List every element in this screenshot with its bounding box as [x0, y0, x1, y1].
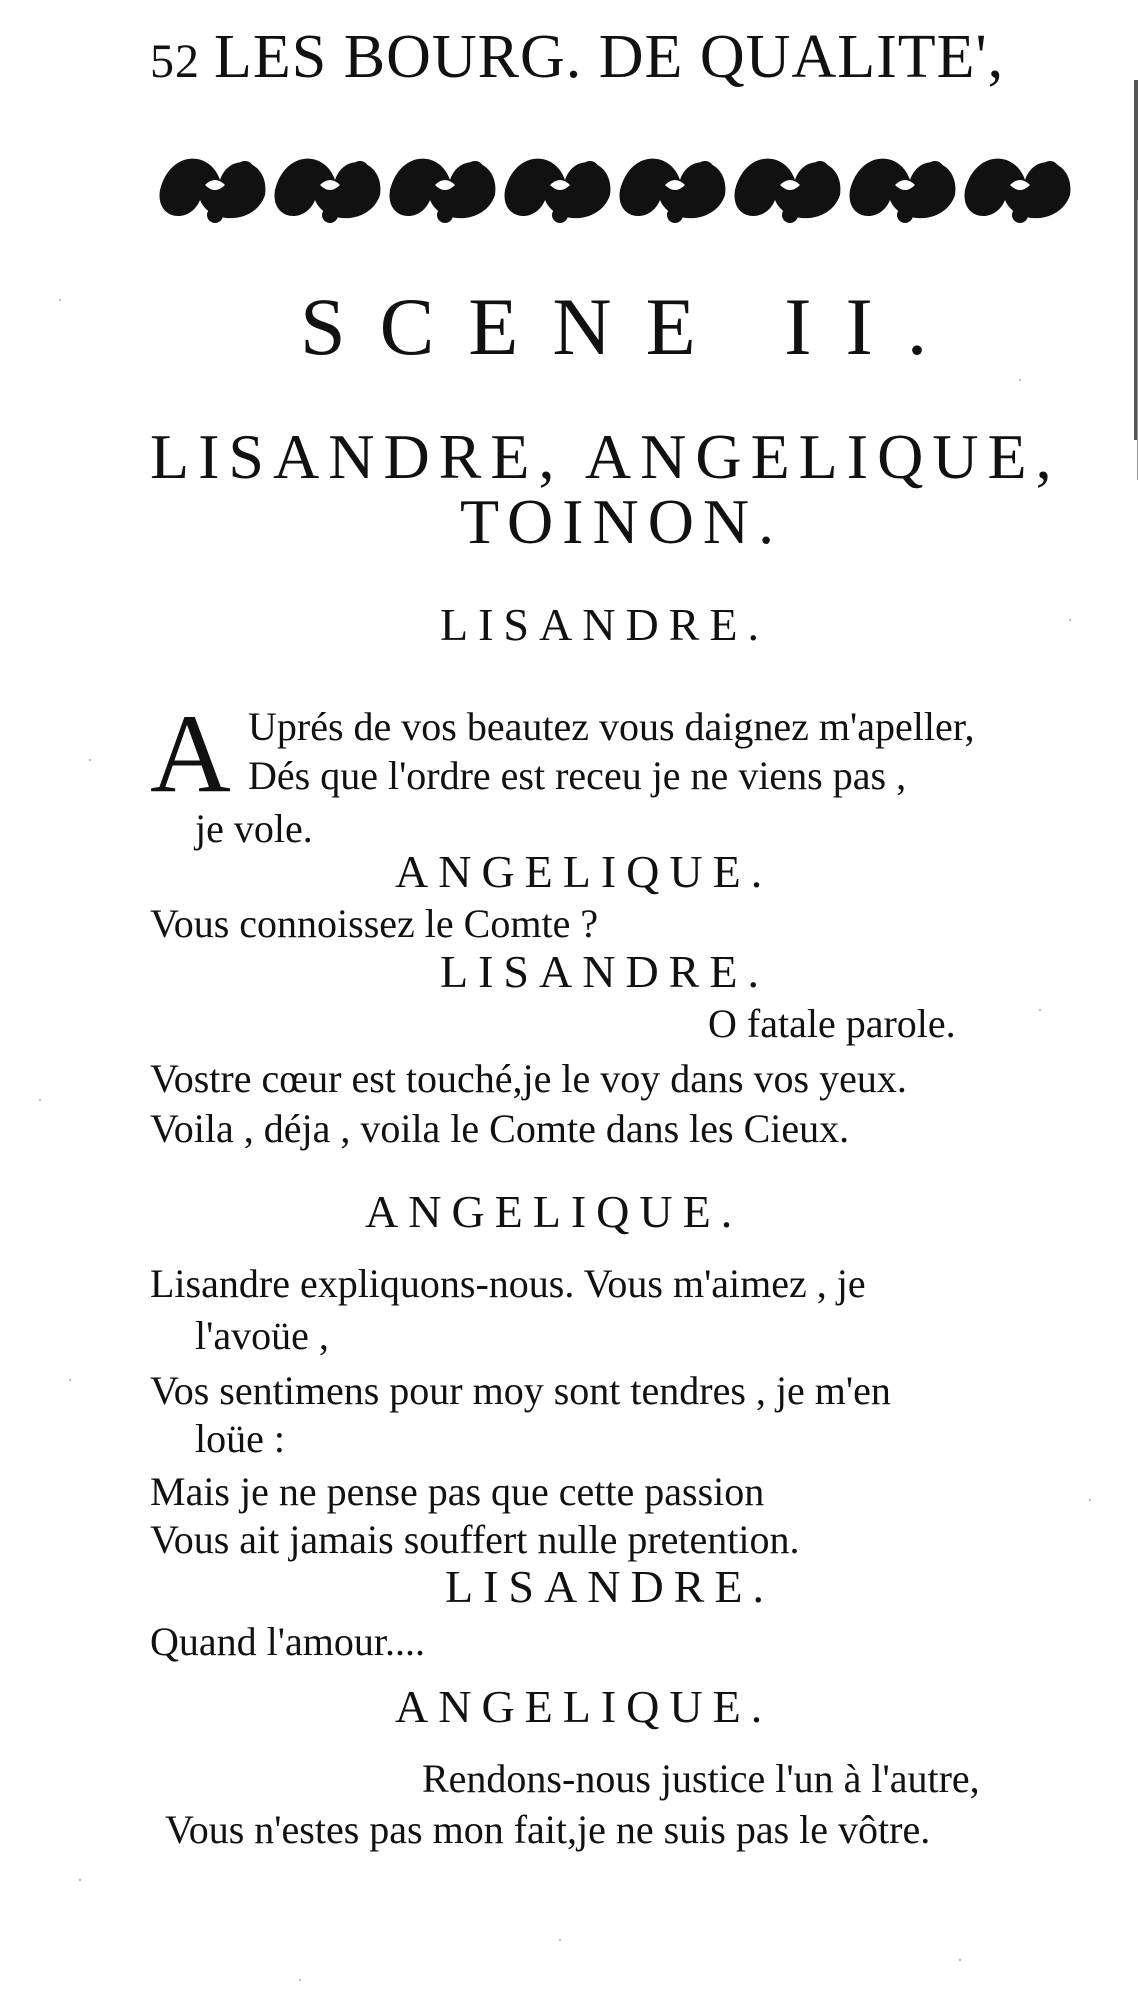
verse-line: Mais je ne pense pas que cette passion — [150, 1469, 765, 1514]
verse-line: Quand l'amour.... — [150, 1619, 425, 1664]
speaker-name: LISANDRE. — [440, 946, 769, 997]
page-number: 52 — [150, 35, 200, 88]
speaker-name: LISANDRE. — [440, 599, 769, 650]
verse-line: Vos sentimens pour moy sont tendres , je m'en — [150, 1368, 891, 1413]
speaker-name: ANGELIQUE. — [395, 846, 773, 897]
verse-line: Dés que l'ordre est receu je ne viens pas , — [248, 753, 907, 798]
cast-list-line-2: TOINON. — [460, 486, 784, 557]
verse-line: loüe : — [195, 1416, 285, 1461]
running-header — [150, 22, 1004, 93]
speaker-name: ANGELIQUE. — [365, 1186, 743, 1237]
verse-line: l'avoüe , — [195, 1313, 329, 1358]
verse-line: Vous n'estes pas mon fait,je ne suis pas le vôtre. — [165, 1807, 931, 1852]
verse-line: Vostre cœur est touché,je le voy dans vos yeux. — [150, 1056, 907, 1101]
cast-list-line-1: LISANDRE, ANGELIQUE, — [150, 421, 1061, 492]
verse-line: Uprés de vos beautez vous daignez m'apeller, — [248, 704, 975, 749]
running-title: LES BOURG. DE QUALITE', — [214, 23, 1005, 91]
scene-title: SCENE II. — [300, 281, 962, 372]
verse-line: je vole. — [195, 806, 313, 851]
verse-line: Rendons-nous justice l'un à l'autre, — [422, 1756, 980, 1801]
drop-cap: A — [150, 692, 231, 816]
speaker-name: ANGELIQUE. — [395, 1681, 773, 1732]
speaker-name: LISANDRE. — [445, 1561, 774, 1612]
verse-line: Lisandre expliquons-nous. Vous m'aimez , je — [150, 1261, 866, 1306]
verse-line: O fatale parole. — [708, 1001, 956, 1046]
decorative-ornament-band — [150, 140, 1085, 235]
verse-line: Vous ait jamais souffert nulle pretention. — [150, 1517, 800, 1562]
verse-line: Vous connoissez le Comte ? — [150, 901, 599, 946]
verse-line: Voila , déja , voila le Comte dans les Cieux. — [150, 1106, 850, 1151]
